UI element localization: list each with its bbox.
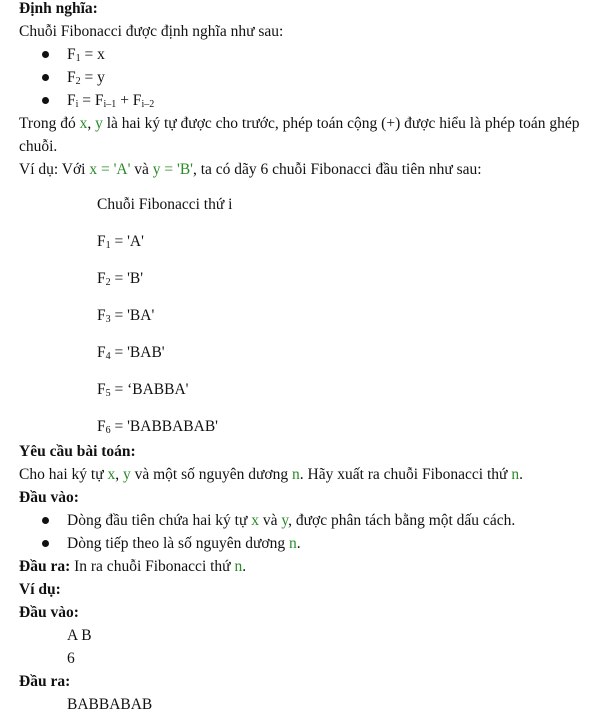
input-line-1: Dòng đầu tiên chứa hai ký tự x và y, được phân tách bằng một dấu cách. bbox=[40, 509, 609, 532]
sample-input-line: A B bbox=[67, 627, 92, 644]
definition-heading: Định nghĩa: bbox=[19, 0, 98, 17]
sample-output-heading: Đầu ra: bbox=[19, 673, 71, 690]
sample-input-line: 6 bbox=[67, 650, 75, 667]
rule-fi: $F_i = F_{i-1} + F_{i-2}$ bbox=[40, 89, 609, 112]
sequence-item: $F_1$ = 'A' bbox=[97, 233, 144, 251]
bullet-icon bbox=[42, 74, 49, 81]
sequence-header: Chuỗi Fibonacci thứ i bbox=[97, 196, 233, 213]
definition-where: Trong đó x, y là hai ký tự được cho trước, phép toán cộng (+) được hiểu là phép toán ghép chuỗi. bbox=[19, 115, 580, 155]
bullet-icon bbox=[42, 517, 49, 524]
sample-output-line: BABBABAB bbox=[67, 696, 153, 713]
output-spec: Đầu ra: In ra chuỗi Fibonacci thứ n. bbox=[19, 558, 247, 575]
sequence-item: $F_2$ = 'B' bbox=[97, 270, 144, 288]
sample-input-heading: Đầu vào: bbox=[19, 604, 79, 621]
sample-heading: Ví dụ: bbox=[19, 581, 61, 598]
sequence-item: $F_3$ = 'BA' bbox=[97, 307, 155, 325]
rule-f2: $F_2 = y$ bbox=[40, 66, 609, 89]
definition-rules bbox=[19, 43, 609, 112]
input-line-2: Dòng tiếp theo là số nguyên dương n. bbox=[40, 532, 609, 555]
sequence-item: $F_5$ = ‘BABBA' bbox=[97, 381, 189, 399]
definition-intro: Chuỗi Fibonacci được định nghĩa như sau: bbox=[19, 23, 284, 40]
input-heading: Đầu vào: bbox=[19, 489, 79, 506]
sample-input bbox=[19, 624, 609, 670]
input-spec bbox=[19, 509, 609, 555]
bullet-icon bbox=[42, 540, 49, 547]
sample-output bbox=[19, 693, 609, 716]
bullet-icon bbox=[42, 97, 49, 104]
task-heading: Yêu cầu bài toán: bbox=[19, 443, 136, 460]
sequence-item: $F_6$ = 'BABBABAB' bbox=[97, 418, 218, 436]
task-text: Cho hai ký tự x, y và một số nguyên dương n. Hãy xuất ra chuỗi Fibonacci thứ n. bbox=[19, 466, 523, 483]
rule-f1: $F_1 = x$ bbox=[40, 43, 609, 66]
fibonacci-sequence bbox=[19, 193, 609, 440]
bullet-icon bbox=[42, 51, 49, 58]
sequence-item: $F_4$ = 'BAB' bbox=[97, 344, 165, 362]
definition-example: Ví dụ: Với x = 'A' và y = 'B', ta có dãy 6 chuỗi Fibonacci đầu tiên như sau: bbox=[19, 161, 482, 178]
